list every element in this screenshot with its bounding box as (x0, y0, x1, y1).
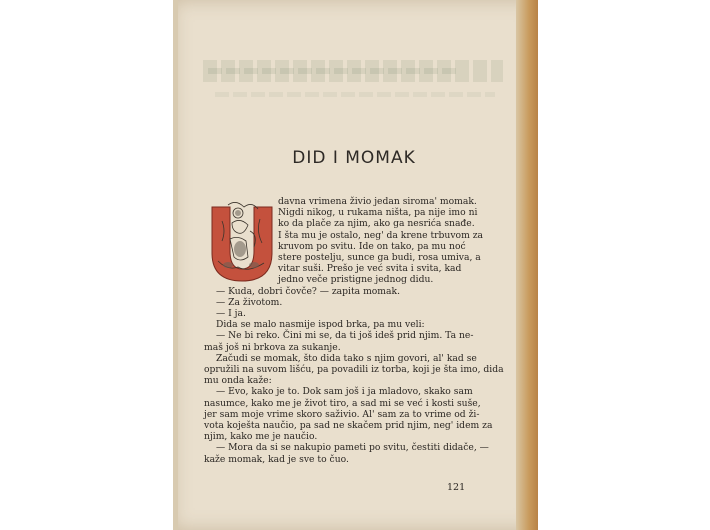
text-line: stere postelju, sunce ga budi, rosa umiva, a (278, 252, 481, 264)
text-line: — Za životom. (216, 296, 283, 308)
page-binding-edge (173, 0, 178, 530)
text-line: — Mora da si se nakupio pameti po svitu, čestiti didače, — (216, 442, 489, 454)
bleed-through-text (208, 68, 458, 74)
text-line: — Ne bi reko. Čini mi se, da ti još ideš prid njim. Ta ne- (216, 330, 474, 342)
story-title: DID I MOMAK (292, 148, 416, 168)
text-line: — I ja. (216, 308, 246, 320)
text-line: Nigdi nikog, u rukama ništa, pa nije imo ni (278, 207, 478, 219)
text-line: Dida se malo nasmije ispod brka, pa mu veli: (216, 319, 425, 331)
text-line: nasumce, kako me je život tiro, a sad mi se već i kosti suše, (204, 397, 481, 409)
text-line: ko da plače za njim, ako ga nesrića snađe. (278, 218, 475, 230)
text-line: jer sam moje vrime skoro saživio. Al' sam za to vrime od ži- (204, 408, 480, 420)
story-body (204, 196, 504, 465)
text-line: davna vrimena živio jedan siroma' momak. (278, 196, 477, 207)
text-line: mu onda kaže: (204, 375, 272, 387)
page-number: 121 (447, 482, 466, 493)
text-line: maš još ni brkova za sukanje. (204, 341, 341, 353)
text-line: vota koješta naučio, pa sad ne skačem prid njim, neg' idem za (204, 420, 493, 432)
text-line: jedno veče pristigne jednog didu. (278, 274, 434, 286)
text-line: opružili na suvom lišću, pa povadili iz torba, koji je šta imo, dida (204, 364, 504, 376)
text-line: njim, kako me je naučio. (204, 431, 318, 443)
text-line: Začudi se momak, što dida tako s njim govori, al' kad se (216, 352, 477, 364)
page-fore-edge (516, 0, 538, 530)
text-line: — Evo, kako je to. Dok sam još i ja mladovo, skako sam (216, 386, 473, 398)
text-line: kaže momak, kad je sve to čuo. (204, 453, 349, 465)
text-line: — Kuda, dobri čovče? — zapita momak. (216, 285, 400, 297)
text-line: vitar suši. Prešo je već svita i svita, kad (278, 263, 462, 275)
bleed-through-text (215, 92, 495, 97)
text-line: kruvom po svitu. Ide on tako, pa mu noć (278, 240, 466, 252)
text-line: I šta mu je ostalo, neg' da krene trbuvom za (278, 229, 484, 241)
